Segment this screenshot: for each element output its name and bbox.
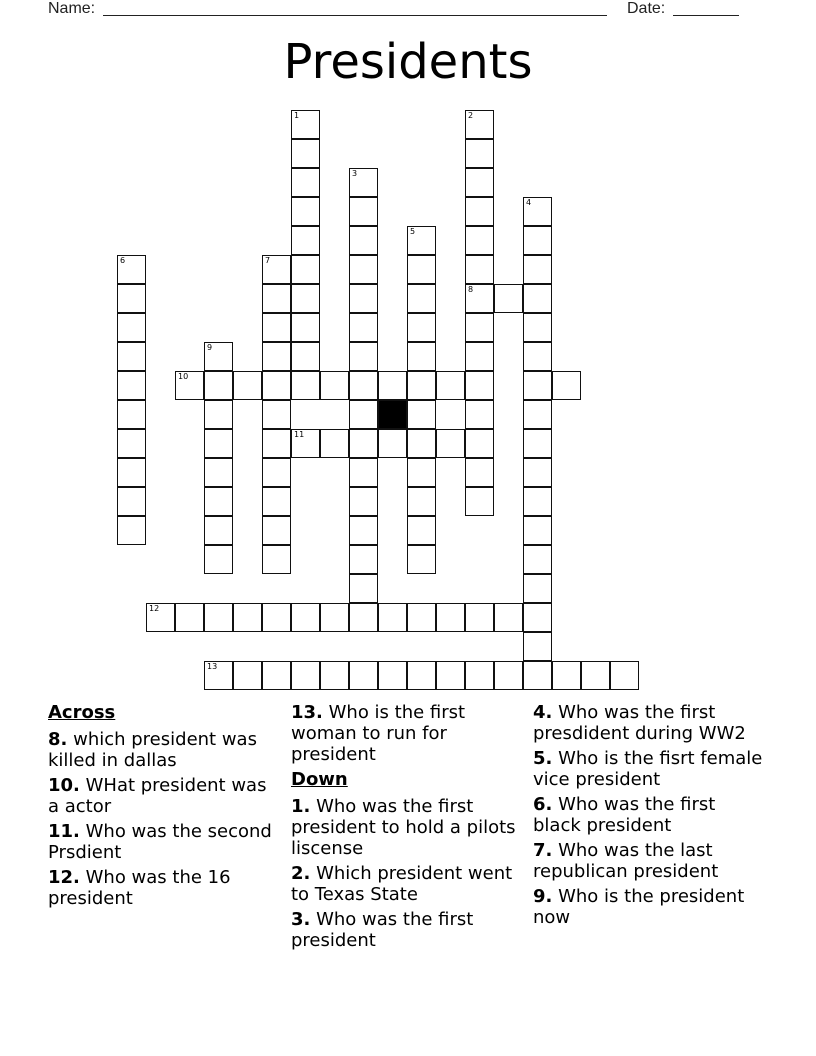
crossword-cell[interactable]: [204, 458, 233, 487]
clue-number: 3.: [291, 909, 311, 930]
crossword-cell[interactable]: [175, 603, 204, 632]
crossword-cell[interactable]: [204, 603, 233, 632]
clue-text: Who was the 16 president: [48, 867, 231, 909]
clue-number: 10.: [48, 775, 80, 796]
crossword-cell[interactable]: [407, 458, 436, 487]
crossword-cell[interactable]: [262, 400, 291, 429]
crossword-cell[interactable]: [523, 545, 552, 574]
clue-number: 2.: [291, 863, 311, 884]
crossword-cell[interactable]: [204, 661, 233, 690]
crossword-cell[interactable]: [407, 400, 436, 429]
crossword-cell[interactable]: [262, 429, 291, 458]
crossword-cell[interactable]: [262, 255, 291, 284]
crossword-cell[interactable]: [610, 661, 639, 690]
crossword-cell[interactable]: [523, 197, 552, 226]
crossword-cell[interactable]: [407, 661, 436, 690]
crossword-cell[interactable]: [291, 603, 320, 632]
crossword-cell[interactable]: [262, 545, 291, 574]
crossword-cell[interactable]: [349, 429, 378, 458]
black-square: [378, 400, 407, 429]
crossword-cell[interactable]: [291, 168, 320, 197]
crossword-cell[interactable]: [436, 661, 465, 690]
down-heading: Down: [291, 769, 348, 790]
crossword-cell[interactable]: [494, 661, 523, 690]
crossword-cell[interactable]: [117, 342, 146, 371]
cell-number: 13: [207, 662, 218, 671]
crossword-cell[interactable]: [117, 429, 146, 458]
cell-number: 1: [294, 111, 300, 120]
crossword-cell[interactable]: [233, 371, 262, 400]
crossword-cell[interactable]: [349, 458, 378, 487]
crossword-cell[interactable]: [233, 603, 262, 632]
crossword-cell[interactable]: [204, 371, 233, 400]
clue-text: Who was the last republican president: [533, 840, 719, 882]
cell-number: 4: [526, 198, 532, 207]
crossword-cell[interactable]: [523, 255, 552, 284]
crossword-cell[interactable]: [465, 226, 494, 255]
crossword-cell[interactable]: [117, 487, 146, 516]
clue-number: 12.: [48, 867, 80, 888]
clue-column-3: [533, 702, 768, 932]
crossword-cell[interactable]: [117, 255, 146, 284]
crossword-cell[interactable]: [465, 342, 494, 371]
crossword-cell[interactable]: [349, 197, 378, 226]
crossword-cell[interactable]: [117, 284, 146, 313]
crossword-cell[interactable]: [117, 458, 146, 487]
crossword-cell[interactable]: [465, 603, 494, 632]
crossword-cell[interactable]: [407, 487, 436, 516]
clue-number: 11.: [48, 821, 80, 842]
crossword-cell[interactable]: [436, 429, 465, 458]
crossword-cell[interactable]: [378, 429, 407, 458]
clue-down-3: [291, 909, 526, 951]
crossword-cell[interactable]: [262, 487, 291, 516]
crossword-cell[interactable]: [320, 429, 349, 458]
crossword-cell[interactable]: [320, 603, 349, 632]
crossword-cell[interactable]: [117, 400, 146, 429]
crossword-cell[interactable]: [523, 632, 552, 661]
crossword-cell[interactable]: [349, 342, 378, 371]
crossword-cell[interactable]: [407, 342, 436, 371]
clue-across-11: [48, 821, 283, 863]
crossword-cell[interactable]: [552, 371, 581, 400]
crossword-cell[interactable]: [378, 661, 407, 690]
crossword-cell[interactable]: [117, 371, 146, 400]
crossword-cell[interactable]: [407, 226, 436, 255]
crossword-cell[interactable]: [349, 255, 378, 284]
crossword-cell[interactable]: [465, 371, 494, 400]
clue-number: 8.: [48, 729, 68, 750]
clue-number: 1.: [291, 796, 311, 817]
crossword-cell[interactable]: [291, 661, 320, 690]
clue-number: 13.: [291, 702, 323, 723]
crossword-cell[interactable]: [204, 516, 233, 545]
crossword-cell[interactable]: [378, 371, 407, 400]
clue-text: Who was the first president: [291, 909, 474, 951]
crossword-cell[interactable]: [465, 168, 494, 197]
crossword-cell[interactable]: [436, 371, 465, 400]
crossword-cell[interactable]: [523, 371, 552, 400]
crossword-cell[interactable]: [465, 400, 494, 429]
cell-number: 10: [178, 372, 189, 381]
clue-column-2: [291, 702, 526, 955]
crossword-cell[interactable]: [552, 661, 581, 690]
date-label: Date:: [627, 0, 666, 17]
crossword-cell[interactable]: [291, 284, 320, 313]
crossword-cell[interactable]: [523, 487, 552, 516]
crossword-cell[interactable]: [262, 284, 291, 313]
crossword-cell[interactable]: [349, 226, 378, 255]
clue-number: 4.: [533, 702, 553, 723]
crossword-cell[interactable]: [204, 342, 233, 371]
cell-number: 3: [352, 169, 358, 178]
clue-down-2: [291, 863, 526, 905]
crossword-cell[interactable]: [349, 371, 378, 400]
crossword-cell[interactable]: [291, 313, 320, 342]
clue-across-13: [291, 702, 526, 765]
clue-number: 5.: [533, 748, 553, 769]
crossword-cell[interactable]: [291, 342, 320, 371]
name-label: Name:: [48, 0, 96, 17]
crossword-cell[interactable]: [523, 284, 552, 313]
puzzle-title: Presidents: [283, 34, 533, 90]
crossword-cell[interactable]: [320, 661, 349, 690]
cell-number: 7: [265, 256, 271, 265]
crossword-cell[interactable]: [349, 168, 378, 197]
crossword-cell[interactable]: [523, 342, 552, 371]
cell-number: 6: [120, 256, 126, 265]
crossword-cell[interactable]: [581, 661, 610, 690]
crossword-cell[interactable]: [465, 139, 494, 168]
crossword-cell[interactable]: [262, 371, 291, 400]
crossword-cell[interactable]: [465, 661, 494, 690]
crossword-cell[interactable]: [523, 603, 552, 632]
crossword-cell[interactable]: [291, 197, 320, 226]
clue-across-10: [48, 775, 283, 817]
crossword-cell[interactable]: [407, 545, 436, 574]
clue-text: Who was the second Prsdient: [48, 821, 272, 863]
crossword-cell[interactable]: [407, 516, 436, 545]
crossword-cell[interactable]: [465, 313, 494, 342]
crossword-cell[interactable]: [523, 226, 552, 255]
crossword-cell[interactable]: [291, 371, 320, 400]
crossword-cell[interactable]: [117, 516, 146, 545]
crossword-cell[interactable]: [291, 226, 320, 255]
clue-text: Who is the first woman to run for president: [291, 702, 466, 765]
crossword-cell[interactable]: [523, 574, 552, 603]
crossword-cell[interactable]: [407, 313, 436, 342]
crossword-cell[interactable]: [349, 661, 378, 690]
clue-number: 9.: [533, 886, 553, 907]
crossword-cell[interactable]: [291, 139, 320, 168]
crossword-cell[interactable]: [291, 429, 320, 458]
crossword-cell[interactable]: [523, 516, 552, 545]
crossword-cell[interactable]: [349, 545, 378, 574]
cell-number: 5: [410, 227, 416, 236]
crossword-cell[interactable]: [465, 110, 494, 139]
crossword-cell[interactable]: [291, 110, 320, 139]
crossword-cell[interactable]: [407, 603, 436, 632]
clue-across-12: [48, 867, 283, 909]
clue-number: 6.: [533, 794, 553, 815]
crossword-cell[interactable]: [523, 429, 552, 458]
crossword-cell[interactable]: [465, 255, 494, 284]
crossword-cell[interactable]: [262, 342, 291, 371]
crossword-cell[interactable]: [233, 661, 262, 690]
clue-down-6: [533, 794, 768, 836]
crossword-cell[interactable]: [407, 255, 436, 284]
crossword-cell[interactable]: [465, 458, 494, 487]
clue-text: Which president went to Texas State: [291, 863, 513, 905]
clue-across-8: [48, 729, 283, 771]
clue-down-5: [533, 748, 768, 790]
crossword-cell[interactable]: [407, 371, 436, 400]
crossword-cell[interactable]: [523, 458, 552, 487]
cell-number: 8: [468, 285, 474, 294]
crossword-cell[interactable]: [204, 545, 233, 574]
clue-text: which president was killed in dallas: [48, 729, 257, 771]
crossword-cell[interactable]: [291, 255, 320, 284]
crossword-cell[interactable]: [436, 603, 465, 632]
clue-text: Who was the first president to hold a pilots liscense: [291, 796, 516, 859]
cell-number: 11: [294, 430, 305, 439]
crossword-cell[interactable]: [262, 313, 291, 342]
crossword-cell[interactable]: [349, 603, 378, 632]
across-heading: Across: [48, 702, 116, 723]
crossword-cell[interactable]: [349, 313, 378, 342]
crossword-cell[interactable]: [320, 371, 349, 400]
crossword-cell[interactable]: [494, 603, 523, 632]
cell-number: 2: [468, 111, 474, 120]
clue-text: Who is the fisrt female vice president: [533, 748, 763, 790]
clue-text: Who is the president now: [533, 886, 745, 928]
crossword-cell[interactable]: [523, 661, 552, 690]
crossword-cell[interactable]: [349, 284, 378, 313]
clue-text: Who was the first presdident during WW2: [533, 702, 746, 744]
clue-down-9: [533, 886, 768, 928]
crossword-cell[interactable]: [407, 284, 436, 313]
crossword-cell[interactable]: [262, 458, 291, 487]
crossword-cell[interactable]: [262, 516, 291, 545]
crossword-cell[interactable]: [117, 313, 146, 342]
crossword-cell[interactable]: [378, 603, 407, 632]
crossword-cell[interactable]: [349, 516, 378, 545]
clue-column-1: [48, 702, 283, 913]
crossword-cell[interactable]: [204, 429, 233, 458]
crossword-cell[interactable]: [523, 313, 552, 342]
crossword-cell[interactable]: [349, 487, 378, 516]
crossword-cell[interactable]: [494, 284, 523, 313]
crossword-cell[interactable]: [349, 400, 378, 429]
crossword-cell[interactable]: [204, 400, 233, 429]
crossword-cell[interactable]: [349, 574, 378, 603]
clue-down-7: [533, 840, 768, 882]
crossword-cell[interactable]: [262, 661, 291, 690]
crossword-cell[interactable]: [262, 603, 291, 632]
crossword-cell[interactable]: [465, 487, 494, 516]
crossword-cell[interactable]: [465, 429, 494, 458]
crossword-cell[interactable]: [465, 284, 494, 313]
cell-number: 9: [207, 343, 213, 352]
clue-number: 7.: [533, 840, 553, 861]
clue-down-1: [291, 796, 526, 859]
crossword-cell[interactable]: [523, 400, 552, 429]
crossword-cell[interactable]: [204, 487, 233, 516]
crossword-cell[interactable]: [465, 197, 494, 226]
crossword-cell[interactable]: [407, 429, 436, 458]
clue-text: Who was the first black president: [533, 794, 716, 836]
cell-number: 12: [149, 604, 160, 613]
clue-down-4: [533, 702, 768, 744]
clue-text: WHat president was a actor: [48, 775, 267, 817]
crossword-cell[interactable]: [175, 371, 204, 400]
crossword-cell[interactable]: [146, 603, 175, 632]
